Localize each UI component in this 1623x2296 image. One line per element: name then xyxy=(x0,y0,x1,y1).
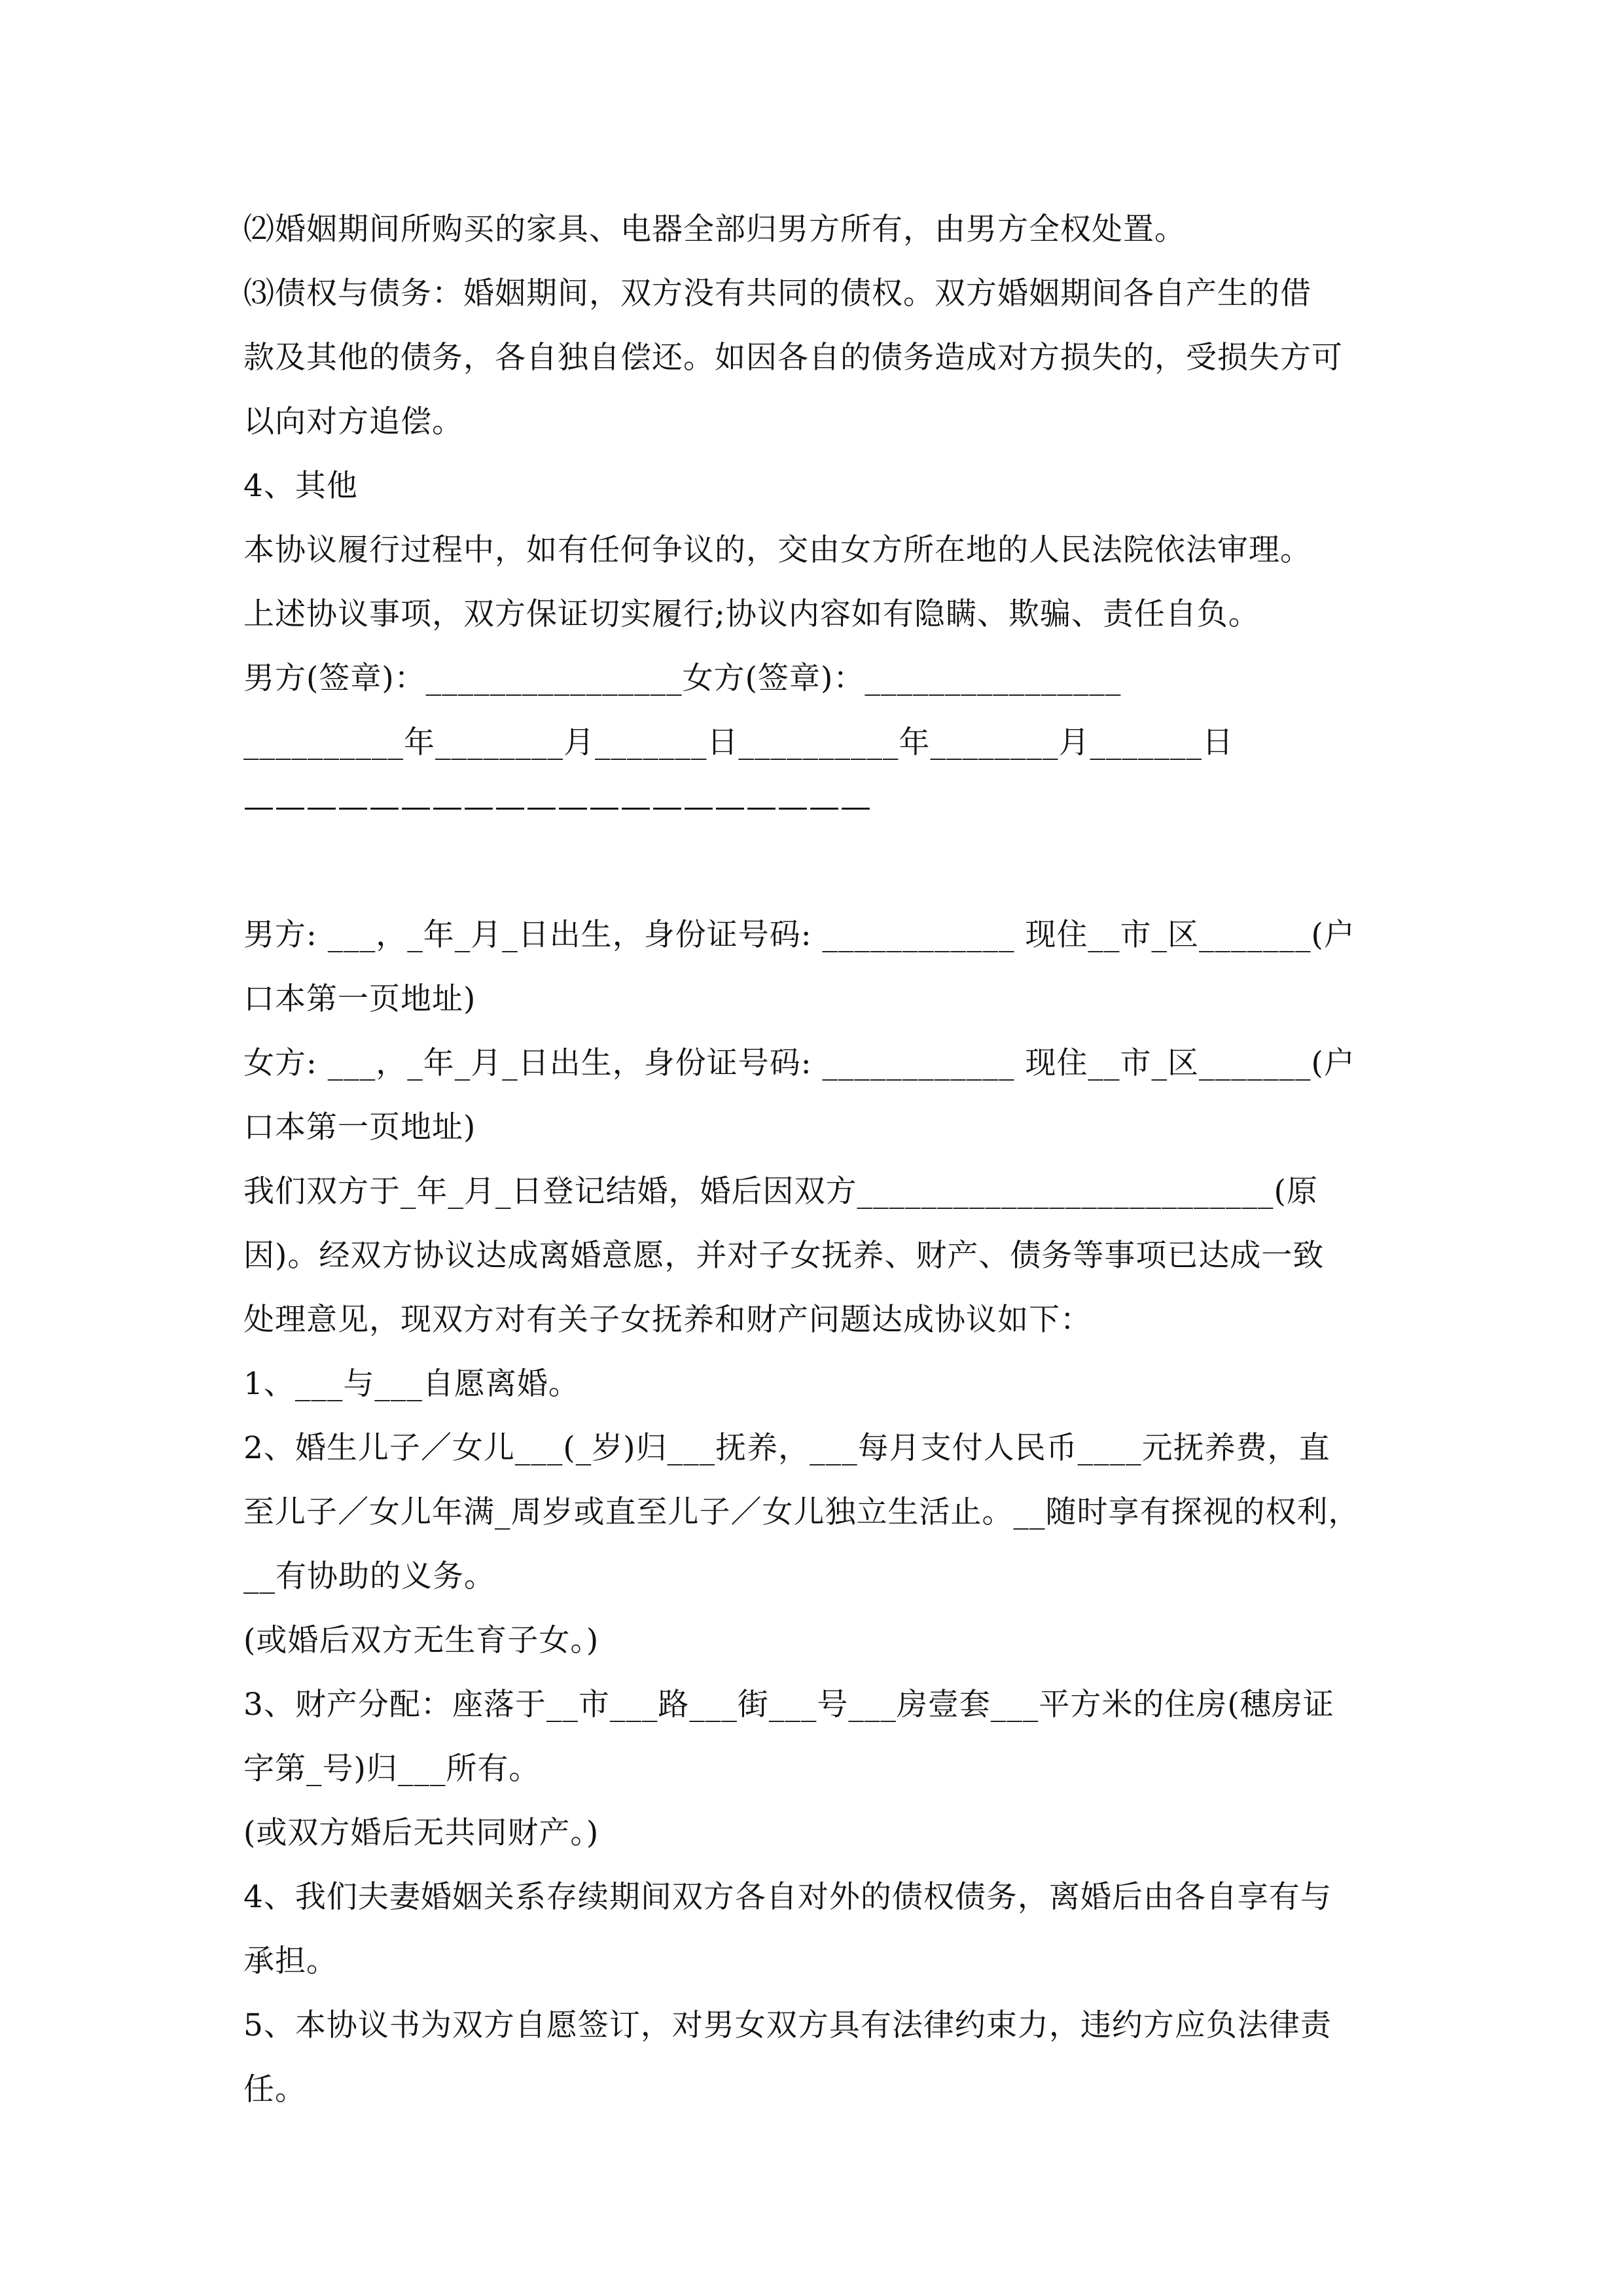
blank-line xyxy=(243,839,1395,903)
clause-line: 字第_号)归___所有。 xyxy=(243,1751,541,1787)
clause-line: 1、___与___自愿离婚。 xyxy=(243,1366,580,1402)
paragraph-line: 口本第一页地址) xyxy=(243,1109,476,1145)
clause-line: 任。 xyxy=(243,2072,306,2108)
paragraph-line: 本协议履行过程中，如有任何争议的，交由女方所在地的人民法院依法审理。 xyxy=(243,532,1311,568)
clause-line: 3、财产分配：座落于__市___路___街___号___房壹套___平方米的住房(穗房证 xyxy=(243,1687,1334,1723)
paragraph-line: ⑵婚姻期间所购买的家具、电器全部归男方所有，由男方全权处置。 xyxy=(243,211,1186,247)
clause-line: __有协助的义务。 xyxy=(243,1558,495,1594)
paragraph-line: 男方: ___，_年_月_日出生，身份证号码: ____________ 现住__市_区_______(户 xyxy=(243,917,1355,953)
paragraph-line: 女方: ___，_年_月_日出生，身份证号码: ____________ 现住__市_区_______(户 xyxy=(243,1045,1355,1081)
paragraph-line: 处理意见，现双方对有关子女抚养和财产问题达成协议如下： xyxy=(243,1302,1092,1338)
document-body xyxy=(243,198,1395,2122)
paragraph-line: 款及其他的债务，各自独自偿还。如因各自的债务造成对方损失的，受损失方可 xyxy=(243,340,1343,376)
clause-line: 4、我们夫妻婚姻关系存续期间双方各自对外的债权债务，离婚后由各自享有与 xyxy=(243,1879,1332,1915)
clause-line: 5、本协议书为双方自愿签订，对男女双方具有法律约束力，违约方应负法律责 xyxy=(243,2007,1332,2043)
paragraph-line: ⑶债权与债务：婚姻期间，双方没有共同的债权。双方婚姻期间各自产生的借 xyxy=(243,276,1311,312)
paragraph-line: 口本第一页地址) xyxy=(243,981,476,1017)
date-line: __________年________月_______日__________年________月_______日 xyxy=(243,725,1234,761)
clause-line: 承担。 xyxy=(243,1943,338,1979)
signature-line: 男方(签章)：________________女方(签章)：________________ xyxy=(243,660,1122,696)
section-heading: 4、其他 xyxy=(243,468,358,504)
clause-line: (或双方婚后无共同财产。) xyxy=(243,1815,599,1851)
paragraph-line: 上述协议事项，双方保证切实履行;协议内容如有隐瞒、欺骗、责任自负。 xyxy=(243,596,1260,632)
separator-line: ———————————————————— xyxy=(243,789,872,825)
paragraph-line: 因)。经双方协议达成离婚意愿，并对子女抚养、财产、债务等事项已达成一致 xyxy=(243,1238,1325,1274)
clause-line: 至儿子／女儿年满_周岁或直至儿子／女儿独立生活止。__随时享有探视的权利， xyxy=(243,1494,1360,1530)
clause-line: (或婚后双方无生育子女。) xyxy=(243,1623,599,1659)
clause-line: 2、婚生儿子／女儿___(_岁)归___抚养，___每月支付人民币____元抚养费，直 xyxy=(243,1430,1330,1466)
paragraph-line: 以向对方追偿。 xyxy=(243,404,463,440)
paragraph-line: 我们双方于_年_月_日登记结婚，婚后因双方__________________________(原 xyxy=(243,1174,1318,1210)
